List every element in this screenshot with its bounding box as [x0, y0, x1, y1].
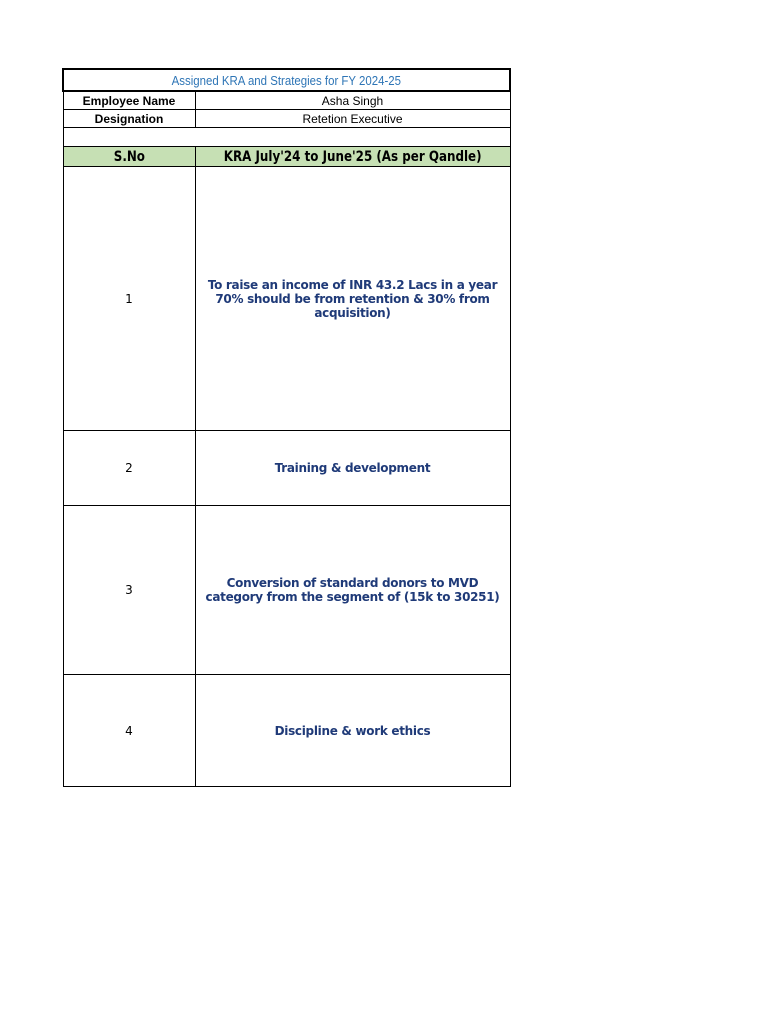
title-row: [63, 69, 510, 91]
table-row: [63, 167, 510, 431]
kra-cell[interactable]: Discipline & work ethics: [195, 675, 510, 787]
sno-cell[interactable]: 2: [63, 431, 195, 506]
kra-sheet: [62, 68, 511, 787]
kra-cell[interactable]: Training & development: [195, 431, 510, 506]
header-kra[interactable]: [195, 147, 510, 167]
designation-value[interactable]: Retetion Executive: [195, 110, 510, 128]
employee-name-value[interactable]: Asha Singh: [195, 91, 510, 110]
sheet-title: Assigned KRA and Strategies for FY 2024-25: [171, 72, 402, 88]
kra-cell[interactable]: To raise an income of INR 43.2 Lacs in a year 70% should be from retention & 30% from acquisition): [195, 167, 510, 431]
designation-label[interactable]: Designation: [63, 110, 195, 128]
table-row: [63, 675, 510, 787]
spacer-row: [63, 128, 510, 147]
table-row: [63, 506, 510, 675]
header-kra-text: KRA July'24 to June'25 (As per Qandle): [223, 148, 482, 165]
kra-cell[interactable]: Conversion of standard donors to MVD category from the segment of (15k to 30251): [195, 506, 510, 675]
sheet-title-cell[interactable]: [63, 69, 510, 91]
designation-row: [63, 110, 510, 128]
column-header-row: [63, 147, 510, 167]
sno-cell[interactable]: 1: [63, 167, 195, 431]
employee-name-row: [63, 91, 510, 110]
sno-cell[interactable]: 3: [63, 506, 195, 675]
kra-table: [62, 68, 511, 787]
sno-cell[interactable]: 4: [63, 675, 195, 787]
header-sno-text: S.No: [113, 148, 145, 165]
empty-cell[interactable]: [63, 128, 510, 147]
header-sno[interactable]: [63, 147, 195, 167]
table-row: [63, 431, 510, 506]
employee-name-label[interactable]: Employee Name: [63, 91, 195, 110]
